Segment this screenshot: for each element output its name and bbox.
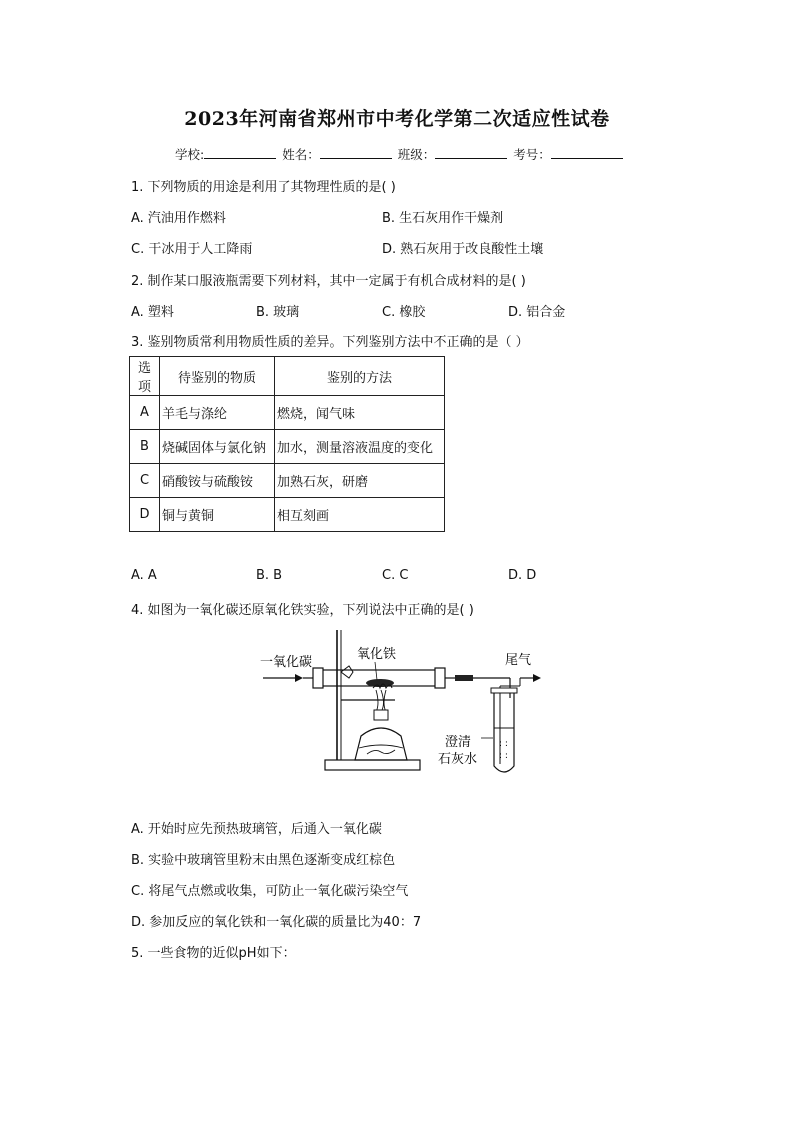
q4-option-b: B. 实验中玻璃管里粉末由黑色逐渐变成红棕色 (131, 853, 396, 868)
table-header-substance: 待鉴别的物质 (160, 357, 275, 396)
q3-option-b: B. B (256, 568, 283, 583)
limewater-label-2: 石灰水 (438, 752, 478, 767)
table-cell-method: 加水，测量溶液温度的变化 (275, 430, 445, 464)
q2-option-b: B. 玻璃 (256, 305, 300, 320)
school-label: 学校: (175, 147, 205, 162)
q4-stem: 4. 如图为一氧化碳还原氧化铁实验，下列说法中正确的是( ) (131, 603, 474, 618)
table-row (130, 396, 445, 430)
svg-text:: :: : : (499, 739, 508, 749)
table-cell-method: 燃烧，闻气味 (275, 396, 445, 430)
q3-option-d: D. D (508, 568, 537, 583)
q3-stem: 3. 鉴别物质常利用物质性质的差异。下列鉴别方法中不正确的是（ ） (131, 335, 529, 350)
name-blank (320, 146, 392, 159)
tail-gas-arrow-icon (533, 674, 541, 682)
school-blank (204, 146, 276, 159)
svg-text:: :: : : (499, 751, 508, 761)
table-header-method: 鉴别的方法 (275, 357, 445, 396)
student-info-line (175, 145, 625, 163)
co-reduction-apparatus-diagram (255, 628, 555, 778)
table-cell-substance: 羊毛与涤纶 (160, 396, 275, 430)
q3-option-c: C. C (382, 568, 409, 583)
alcohol-lamp (355, 684, 407, 760)
tail-gas-label: 尾气 (505, 653, 532, 668)
co-inlet-arrow-icon (263, 674, 303, 682)
table-row (130, 498, 445, 532)
co-label: 一氧化碳 (260, 655, 313, 670)
iron-oxide-powder (366, 662, 394, 687)
limewater-label-1: 澄清 (445, 735, 472, 750)
q1-option-d: D. 熟石灰用于改良酸性土壤 (382, 242, 544, 257)
q4-option-d: D. 参加反应的氧化铁和一氧化碳的质量比为40：7 (131, 915, 422, 930)
q2-option-a: A. 塑料 (131, 305, 174, 320)
table-cell-substance: 硝酸铵与硫酸铵 (160, 464, 275, 498)
q4-option-c: C. 将尾气点燃或收集，可防止一氧化碳污染空气 (131, 884, 409, 899)
q3-option-a: A. A (131, 568, 157, 583)
q2-option-d: D. 铝合金 (508, 305, 566, 320)
table-cell-substance: 铜与黄铜 (160, 498, 275, 532)
q4-option-a: A. 开始时应先预热玻璃管，后通入一氧化碳 (131, 822, 382, 837)
table-cell-option: D (130, 498, 160, 532)
number-blank (551, 146, 623, 159)
q1-option-c: C. 干冰用于人工降雨 (131, 242, 253, 257)
table-header-row (130, 357, 445, 396)
class-label: 班级： (397, 147, 436, 162)
table-row (130, 430, 445, 464)
q1-option-b: B. 生石灰用作干燥剂 (382, 211, 504, 226)
q1-option-a: A. 汽油用作燃料 (131, 211, 226, 226)
table-cell-option: B (130, 430, 160, 464)
q3-table (129, 356, 445, 532)
class-blank (435, 146, 507, 159)
q1-stem: 1. 下列物质的用途是利用了其物理性质的是( ) (131, 180, 396, 195)
q5-stem: 5. 一些食物的近似pH如下： (131, 946, 296, 961)
table-cell-method: 相互刻画 (275, 498, 445, 532)
fe2o3-label: 氧化铁 (357, 647, 397, 662)
q2-option-c: C. 橡胶 (382, 305, 426, 320)
table-cell-option: A (130, 396, 160, 430)
table-row (130, 464, 445, 498)
q2-stem: 2. 制作某口服液瓶需要下列材料，其中一定属于有机合成材料的是( ) (131, 274, 526, 289)
table-cell-method: 加熟石灰，研磨 (275, 464, 445, 498)
table-cell-substance: 烧碱固体与氯化钠 (160, 430, 275, 464)
table-header-option: 选项 (130, 357, 160, 396)
name-label: 姓名： (282, 147, 320, 162)
number-label: 考号： (513, 147, 551, 162)
table-cell-option: C (130, 464, 160, 498)
limewater-test-tube (481, 688, 517, 772)
page-title: 2023年河南省郑州市中考化学第二次适应性试卷 (184, 108, 610, 130)
